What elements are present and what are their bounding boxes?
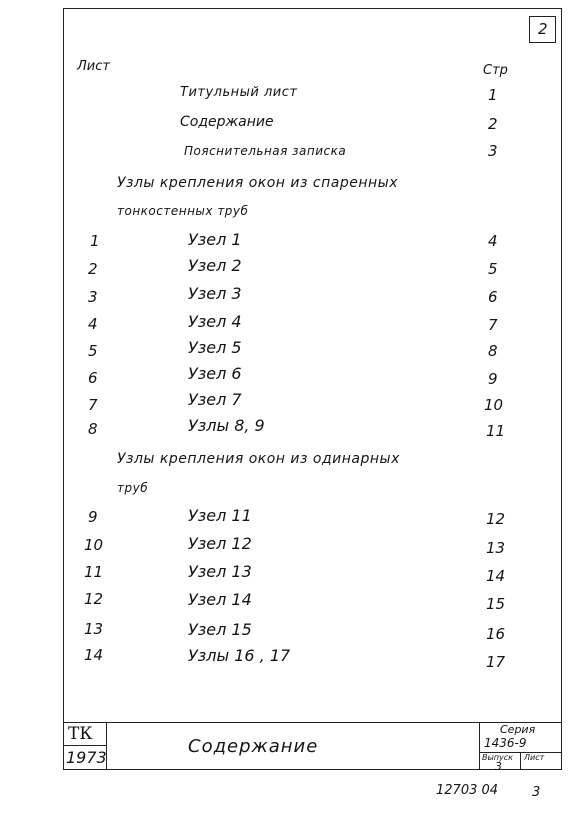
item-page: 7 (488, 316, 498, 334)
item-page: 12 (486, 510, 506, 528)
toc-page: 3 (488, 142, 498, 160)
toc-page: 2 (488, 115, 498, 133)
footer-code: 12703 04 (436, 783, 499, 798)
header-page: Стр (483, 63, 508, 78)
section-heading: Узлы крепления окон из спаренных (117, 175, 398, 191)
item-number: 8 (88, 420, 98, 438)
item-number: 11 (84, 563, 104, 581)
title-block-divider (479, 722, 480, 770)
org-code: ТК (68, 724, 93, 744)
item-number: 4 (88, 315, 98, 333)
sheet-label: Лист (524, 753, 545, 762)
item-page: 16 (486, 625, 506, 643)
item-number: 14 (84, 646, 104, 664)
toc-title: Титульный лист (180, 85, 298, 100)
item-title: Узел 14 (188, 590, 252, 609)
section-heading: Узлы крепления окон из одинарных (117, 451, 400, 467)
item-page: 17 (486, 653, 506, 671)
item-page: 13 (486, 539, 506, 557)
item-number: 12 (84, 590, 104, 608)
item-page: 14 (486, 567, 506, 585)
header-sheet: Лист (77, 59, 110, 74)
item-title: Узел 1 (188, 230, 242, 249)
block-title: Содержание (188, 736, 319, 757)
toc-title: Пояснительная записка (184, 144, 347, 158)
item-title: Узел 13 (188, 562, 252, 581)
item-title: Узлы 16 , 17 (188, 646, 291, 665)
item-number: 6 (88, 369, 98, 387)
series-label: Серия (500, 723, 536, 736)
item-title: Узел 12 (188, 534, 252, 553)
item-title: Узел 6 (188, 364, 242, 383)
item-title: Узел 15 (188, 620, 252, 639)
item-number: 10 (84, 536, 104, 554)
section-heading: труб (117, 481, 149, 495)
item-page: 15 (486, 595, 506, 613)
issue-label: Выпуск (482, 753, 513, 762)
footer-page: 3 (532, 785, 541, 800)
sheet-number: 2 (538, 20, 548, 38)
item-number: 3 (88, 288, 98, 306)
item-title: Узлы 8, 9 (188, 416, 265, 435)
series-value: 1436-9 (484, 736, 527, 750)
issue-value: 3 (495, 760, 502, 773)
item-number: 13 (84, 620, 104, 638)
toc-title: Содержание (180, 114, 274, 130)
item-page: 4 (488, 232, 498, 250)
item-title: Узел 2 (188, 256, 242, 275)
title-block-divider (520, 752, 521, 770)
item-page: 8 (488, 342, 498, 360)
item-title: Узел 7 (188, 390, 242, 409)
item-title: Узел 11 (188, 506, 252, 525)
item-page: 10 (484, 396, 504, 414)
toc-page: 1 (488, 86, 498, 104)
item-number: 5 (88, 342, 98, 360)
title-block-divider (63, 745, 107, 746)
item-title: Узел 4 (188, 312, 242, 331)
section-heading: тонкостенных труб (117, 204, 249, 218)
item-title: Узел 3 (188, 284, 242, 303)
item-number: 2 (88, 260, 98, 278)
item-number: 9 (88, 508, 98, 526)
item-title: Узел 5 (188, 338, 242, 357)
item-page: 6 (488, 288, 498, 306)
year: 1973 (66, 748, 107, 767)
item-page: 5 (488, 260, 498, 278)
item-number: 7 (88, 396, 98, 414)
item-number: 1 (90, 232, 100, 250)
item-page: 11 (486, 422, 506, 440)
item-page: 9 (488, 370, 498, 388)
